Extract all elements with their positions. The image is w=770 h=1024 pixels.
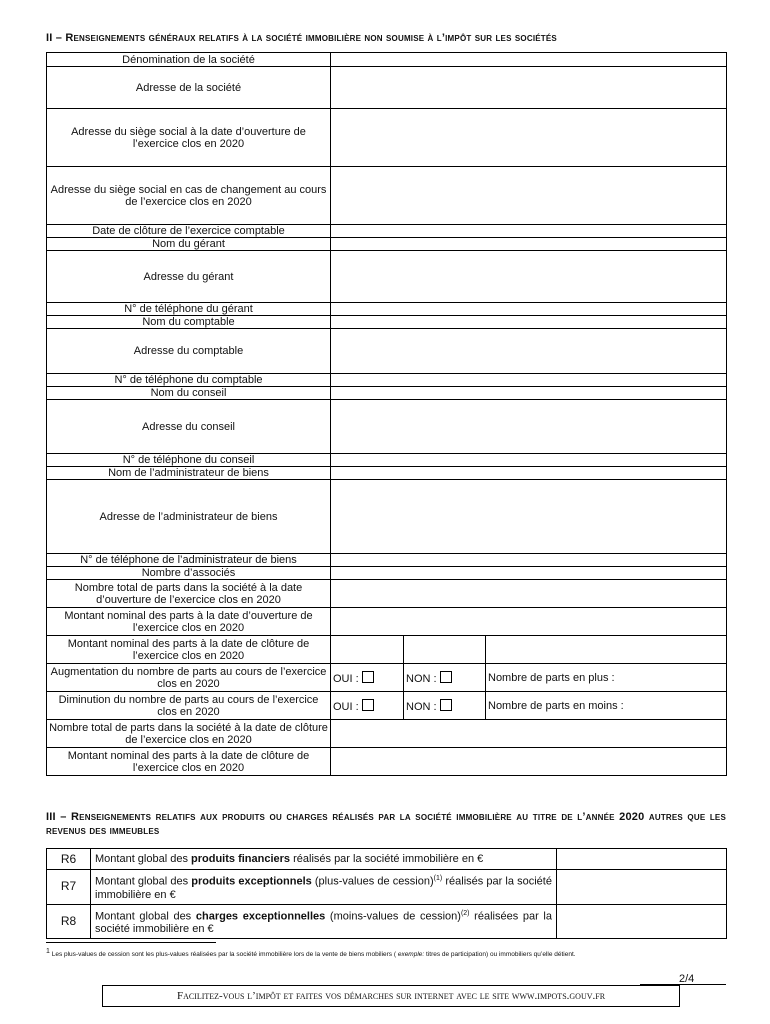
footnote-separator	[46, 942, 216, 943]
field-value[interactable]	[331, 109, 727, 167]
parts-moins-field[interactable]	[486, 692, 727, 720]
field-value[interactable]	[331, 480, 727, 554]
row-label: Adresse du siège social à la date d’ouverture de l’exercice clos en 2020	[47, 109, 331, 167]
section-3-title: III – Renseignements relatifs aux produits ou charges réalisés par la société immobilière au titre de l’année 2020 autres que les revenus des immeubles	[46, 811, 726, 837]
row-label: N° de téléphone du gérant	[47, 303, 331, 316]
amount-field[interactable]	[557, 849, 727, 870]
row-code: R7	[47, 870, 91, 905]
row-label: Nombre total de parts dans la société à la date de clôture de l’exercice clos en 2020	[47, 720, 331, 748]
row-label: Adresse du conseil	[47, 400, 331, 454]
row-label: Montant nominal des parts à la date d’ouverture de l’exercice clos en 2020	[47, 608, 331, 636]
field-value[interactable]	[331, 720, 727, 748]
row-description: Montant global des produits financiers réalisés par la société immobilière en €	[91, 849, 557, 870]
row-label: Adresse du gérant	[47, 251, 331, 303]
non-label: NON :	[406, 672, 437, 685]
row-label: Montant nominal des parts à la date de clôture de l’exercice clos en 2020	[47, 748, 331, 776]
field-value[interactable]	[331, 400, 727, 454]
field-value[interactable]	[331, 580, 727, 608]
row-label: Augmentation du nombre de parts au cours de l’exercice clos en 2020	[47, 664, 331, 692]
row-label: Nombre d’associés	[47, 567, 331, 580]
general-info-table	[46, 52, 727, 776]
field-value[interactable]	[486, 636, 727, 664]
row-label: Montant nominal des parts à la date de clôture de l’exercice clos en 2020	[47, 636, 331, 664]
parts-moins-label: Nombre de parts en moins :	[488, 699, 624, 712]
field-value[interactable]	[331, 238, 727, 251]
row-label: Adresse du siège social en cas de changement au cours de l’exercice clos en 2020	[47, 167, 331, 225]
field-value[interactable]	[331, 329, 727, 374]
field-value[interactable]	[331, 467, 727, 480]
oui-option	[331, 664, 404, 692]
non-label: NON :	[406, 700, 437, 713]
field-value[interactable]	[331, 67, 727, 109]
field-value[interactable]	[331, 567, 727, 580]
field-value[interactable]	[331, 251, 727, 303]
row-code: R8	[47, 904, 91, 939]
oui-option	[331, 692, 404, 720]
section-2-title: II – Renseignements généraux relatifs à la société immobilière non soumise à l’impôt sur les sociétés	[46, 32, 557, 44]
non-option	[404, 692, 486, 720]
field-value[interactable]	[331, 636, 404, 664]
row-label: N° de téléphone du conseil	[47, 454, 331, 467]
row-label: Adresse de la société	[47, 67, 331, 109]
oui-checkbox[interactable]	[362, 671, 374, 683]
row-label: Nom du gérant	[47, 238, 331, 251]
non-checkbox[interactable]	[440, 699, 452, 711]
row-label: Nom de l’administrateur de biens	[47, 467, 331, 480]
row-label: Date de clôture de l’exercice comptable	[47, 225, 331, 238]
field-value[interactable]	[331, 387, 727, 400]
field-value[interactable]	[404, 636, 486, 664]
row-label: Nombre total de parts dans la société à la date d’ouverture de l’exercice clos en 2020	[47, 580, 331, 608]
row-description: Montant global des produits exceptionnels (plus-values de cession)$^{(1)}$ réalisés par la société immobilière en €	[91, 870, 557, 905]
row-label: Dénomination de la société	[47, 53, 331, 67]
parts-plus-label: Nombre de parts en plus :	[488, 671, 615, 684]
field-value[interactable]	[331, 608, 727, 636]
non-checkbox[interactable]	[440, 671, 452, 683]
row-label: Nom du comptable	[47, 316, 331, 329]
field-value[interactable]	[331, 454, 727, 467]
oui-label: OUI :	[333, 700, 359, 713]
footnote: $^1$ Les plus-values de cession sont les plus-values réalisées par la société immobilière lors de la vente de biens mobiliers ( exemple: titres de participation) ou immobiliers qu’elle détient.	[46, 948, 576, 959]
amount-field[interactable]	[557, 904, 727, 939]
amount-field[interactable]	[557, 870, 727, 905]
row-label: N° de téléphone du comptable	[47, 374, 331, 387]
field-value[interactable]	[331, 167, 727, 225]
row-label: N° de téléphone de l’administrateur de biens	[47, 554, 331, 567]
parts-plus-field[interactable]	[486, 664, 727, 692]
row-label: Adresse de l’administrateur de biens	[47, 480, 331, 554]
row-code: R6	[47, 849, 91, 870]
row-label: Diminution du nombre de parts au cours de l’exercice clos en 2020	[47, 692, 331, 720]
row-label: Adresse du comptable	[47, 329, 331, 374]
field-value[interactable]	[331, 225, 727, 238]
income-table	[46, 848, 727, 939]
footer-banner: Facilitez-vous l’impôt et faites vos démarches sur internet avec le site www.impots.gouv.fr	[102, 985, 680, 1007]
oui-checkbox[interactable]	[362, 699, 374, 711]
non-option	[404, 664, 486, 692]
field-value[interactable]	[331, 374, 727, 387]
field-value[interactable]	[331, 748, 727, 776]
field-value[interactable]	[331, 554, 727, 567]
oui-label: OUI :	[333, 672, 359, 685]
field-value[interactable]	[331, 316, 727, 329]
row-description: Montant global des charges exceptionnelles (moins-values de cession)$^{(2)}$ réalisées par la société immobilière en €	[91, 904, 557, 939]
page-number: 2/4	[679, 973, 695, 985]
row-label: Nom du conseil	[47, 387, 331, 400]
field-value[interactable]	[331, 53, 727, 67]
field-value[interactable]	[331, 303, 727, 316]
